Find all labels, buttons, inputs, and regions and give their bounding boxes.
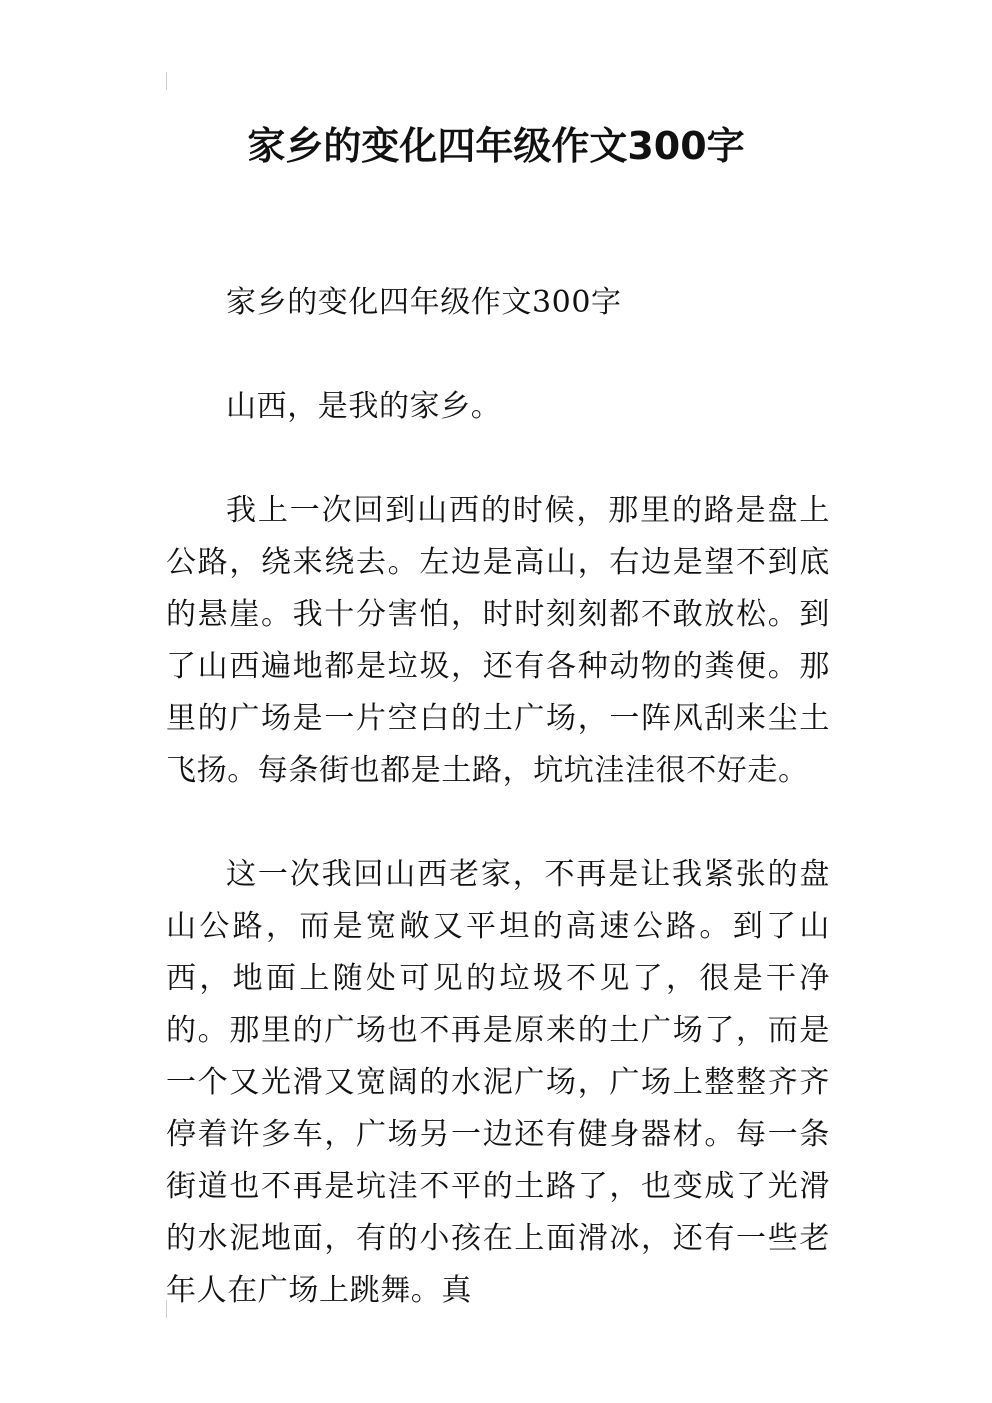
document-body (166, 277, 830, 1317)
crop-mark-top (166, 72, 167, 90)
document-title: 家乡的变化四年级作文300字 (247, 124, 745, 168)
paragraph-subtitle: 家乡的变化四年级作文300字 (226, 285, 622, 320)
paragraph-past: 我上一次回到山西的时候，那里的路是盘上公路，绕来绕去。左边是高山，右边是望不到底的悬崖。我十分害怕，时时刻刻都不敢放松。到了山西遍地都是垃圾，还有各种动物的粪便。那里的广场是一片空白的土广场，一阵风刮来尘土飞扬。每条街也都是土路，坑坑洼洼很不好走。 (166, 493, 830, 788)
paragraph-intro: 山西，是我的家乡。 (226, 389, 502, 424)
paragraph-present: 这一次我回山西老家，不再是让我紧张的盘山公路，而是宽敞又平坦的高速公路。到了山西，地面上随处可见的垃圾不见了，很是干净的。那里的广场也不再是原来的土广场了，而是一个又光滑又宽阔的水泥广场，广场上整整齐齐停着许多车，广场另一边还有健身器材。每一条街道也不再是坑洼不平的土路了，也变成了光滑的水泥地面，有的小孩在上面滑冰，还有一些老年人在广场上跳舞。真 (166, 857, 830, 1308)
